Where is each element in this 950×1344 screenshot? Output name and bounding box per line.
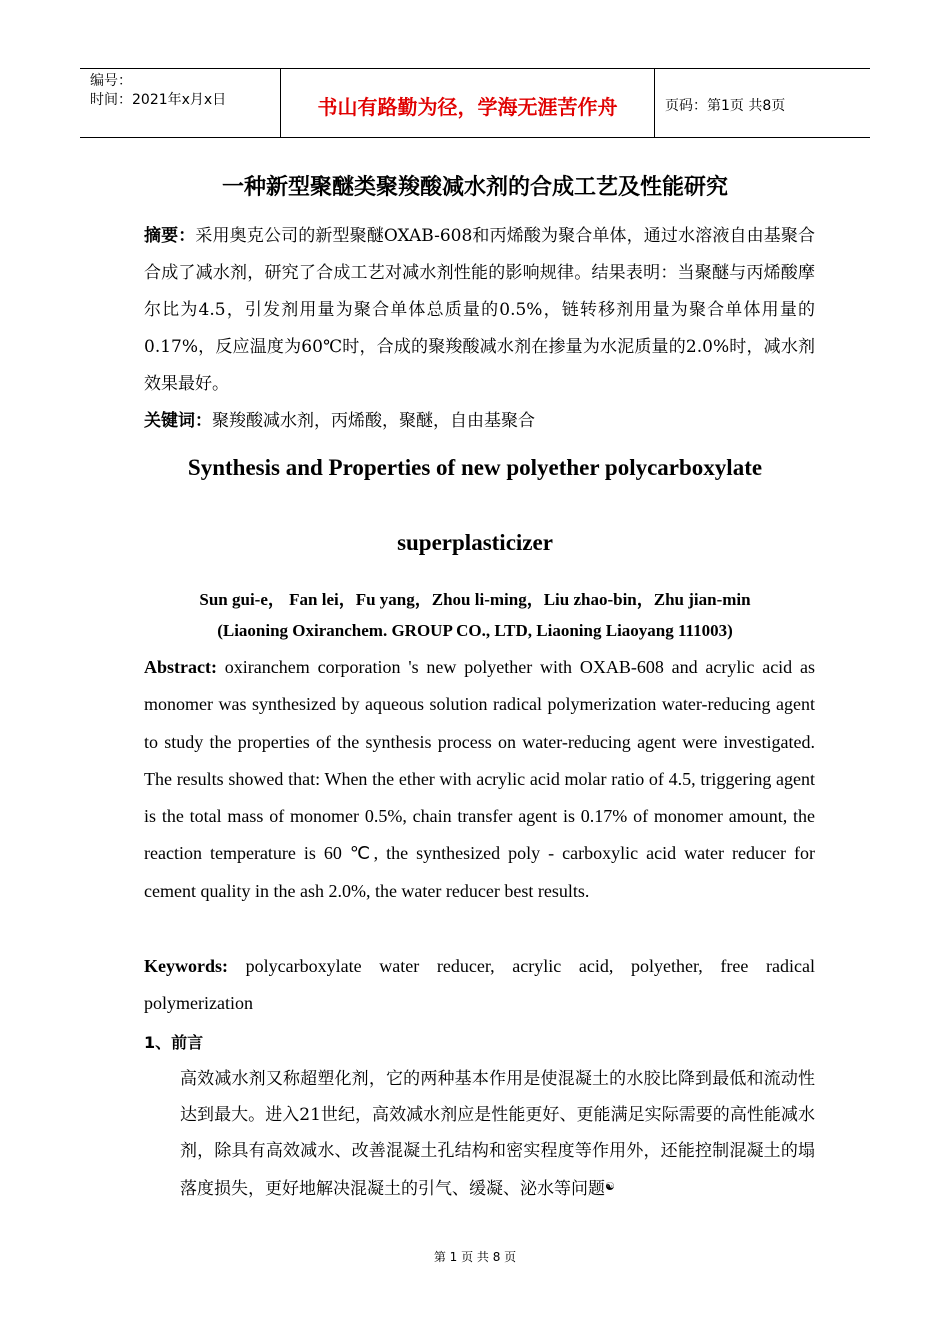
chinese-keywords <box>144 403 815 440</box>
abstract-en-text: oxiranchem corporation 's new polyether with OXAB-608 and acrylic acid as monomer was synthesized by aqueous solution radical polymerization water-reducing agent to study the properties of the synthesis process on water-reducing agent were investigated. The results showed that: When the ether with acrylic acid molar ratio of 4.5, triggering agent is the total mass of monomer 0.5%, chain transfer agent is 0.17% of monomer amount, the reaction temperature is 60 ℃, the synthesized poly - carboxylic acid water reducer for cement quality in the ash 2.0%, the water reducer best results. <box>144 657 815 901</box>
english-title-line1: Synthesis and Properties of new polyether polycarboxylate <box>187 455 763 480</box>
header-info-cell <box>80 69 281 137</box>
chinese-abstract <box>144 218 815 403</box>
authors: Sun gui-e， Fan lei，Fu yang，Zhou li-ming，Liu zhao-bin，Zhu jian-min <box>199 590 751 609</box>
header-motto: 书山有路勤为径，学海无涯苦作舟 <box>281 69 655 137</box>
intro-paragraph <box>144 1061 815 1207</box>
abstract-en-label: Abstract: <box>144 657 217 677</box>
page-footer: 第 1 页 共 8 页 <box>433 1250 517 1264</box>
keywords-cn-text: 聚羧酸减水剂，丙烯酸，聚醚，自由基聚合 <box>212 411 535 431</box>
english-abstract <box>144 649 815 910</box>
keywords-en-text: polycarboxylate water reducer, acrylic acid, polyether, free radical polymerization <box>144 956 815 1014</box>
abstract-cn-text: 采用奥克公司的新型聚醚OXAB-608和丙烯酸为聚合单体，通过水溶液自由基聚合合成了减水剂，研究了合成工艺对减水剂性能的影响规律。结果表明：当聚醚与丙烯酸摩尔比为4.5，引发剂用量为聚合单体总质量的0.5%，链转移剂用量为聚合单体用量的0.17%，反应温度为60℃时，合成的聚羧酸减水剂在掺量为水泥质量的2.0%时，减水剂效果最好。 <box>144 226 815 394</box>
intro-text: 高效减水剂又称超塑化剂，它的两种基本作用是使混凝土的水胶比降到最低和流动性达到最大。进入21世纪，高效减水剂应是性能更好、更能满足实际需要的高性能减水剂，除具有高效减水、改善混凝土孔结构和密实程度等作用外，还能控制混凝土的塌落度损失，更好地解决混凝土的引气、缓凝、泌水等问题 <box>180 1069 815 1199</box>
keywords-cn-label: 关键词： <box>144 411 212 431</box>
yin-yang-icon: ☯ <box>605 1180 615 1193</box>
english-title-line2: superplasticizer <box>397 530 553 555</box>
abstract-cn-label: 摘要： <box>144 226 196 246</box>
section-heading: 1、前言 <box>144 1033 204 1052</box>
header-page-info: 页码：第1页 共8页 <box>665 97 786 114</box>
page-header <box>80 68 870 138</box>
chinese-title: 一种新型聚醚类聚羧酸减水剂的合成工艺及性能研究 <box>221 175 728 200</box>
date-label: 时间：2021年x月x日 <box>90 92 227 108</box>
affiliation: (Liaoning Oxiranchem. GROUP CO., LTD, Liaoning Liaoyang 111003) <box>217 621 733 640</box>
keywords-en-label: Keywords: <box>144 956 228 976</box>
number-label: 编号： <box>90 73 132 89</box>
english-keywords <box>144 948 815 1023</box>
